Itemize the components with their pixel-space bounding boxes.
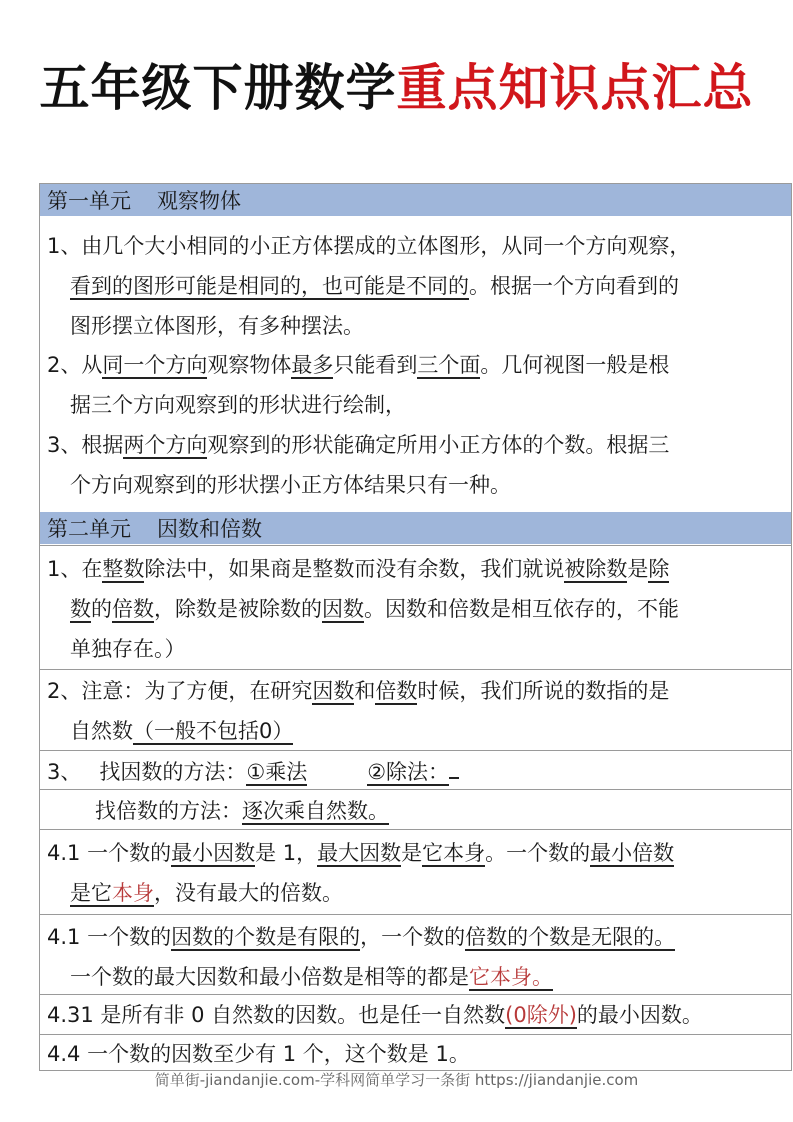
unit2-point2-line1: 2、注意：为了方便，在研究因数和倍数时候，我们所说的数指的是	[47, 679, 670, 703]
unit2-name: 因数和倍数	[157, 517, 262, 541]
title-part-red: 重点知识点汇总	[396, 59, 754, 117]
unit2-label: 第二单元	[47, 517, 131, 541]
unit2-point1-line3: 单独存在。）	[70, 637, 186, 661]
unit1-point1-line2: 看到的图形可能是相同的，也可能是不同的。根据一个方向看到的	[70, 274, 679, 298]
unit2-point1-line2: 数的倍数，除数是被除数的因数。因数和倍数是相互依存的，不能	[70, 597, 679, 621]
unit1-point3-line2: 个方向观察到的形状摆小正方体结果只有一种。	[70, 473, 511, 497]
row-divider	[40, 829, 791, 830]
unit2-point2-line2: 自然数（一般不包括0）	[70, 719, 294, 743]
row-divider	[40, 914, 791, 915]
unit1-point2-line2: 据三个方向观察到的形状进行绘制，	[70, 393, 406, 417]
row-divider	[40, 669, 791, 670]
row-divider	[40, 545, 791, 546]
unit1-header	[40, 184, 791, 216]
title-part-black: 五年级下册数学	[39, 59, 397, 117]
unit2-point3-line1: 3、 找因数的方法：①乘法 ②除法：	[47, 752, 787, 792]
unit2-point3-line2: 找倍数的方法：逐次乘自然数。	[95, 799, 389, 823]
row-divider	[40, 789, 791, 790]
unit1-point1-line1: 1、由几个大小相同的小正方体摆成的立体图形，从同一个方向观察，	[47, 234, 691, 258]
unit2-point41-line1: 4.1 一个数的最小因数是 1，最大因数是它本身。一个数的最小倍数	[47, 841, 675, 865]
unit2-point1-line1: 1、在整数除法中，如果商是整数而没有余数，我们就说被除数是除	[47, 557, 670, 581]
unit1-name: 观察物体	[157, 189, 241, 213]
unit2-point42-line1: 4.1 一个数的因数的个数是有限的，一个数的倍数的个数是无限的。	[47, 925, 676, 949]
unit1-label: 第一单元	[47, 189, 131, 213]
notes-table	[39, 183, 792, 1071]
footer-watermark: 简单街-jiandanjie.com-学科网简单学习一条街 https://jiandanjie.com	[154, 1071, 639, 1089]
unit2-point41-line2: 是它本身，没有最大的倍数。	[70, 881, 343, 905]
unit1-point3-line1: 3、根据两个方向观察到的形状能确定所用小正方体的个数。根据三	[47, 433, 670, 457]
unit2-point44: 4.4 一个数的因数至少有 1 个，这个数是 1。	[47, 1042, 470, 1066]
page-title	[0, 48, 793, 128]
unit1-point1-line3: 图形摆立体图形，有多种摆法。	[70, 314, 364, 338]
unit2-point43: 4.31 是所有非 0 自然数的因数。也是任一自然数(0除外)的最小因数。	[47, 1003, 703, 1027]
row-divider	[40, 750, 791, 751]
unit1-point2-line1: 2、从同一个方向观察物体最多只能看到三个面。几何视图一般是根	[47, 353, 670, 377]
unit2-point42-line2: 一个数的最大因数和最小倍数是相等的都是它本身。	[70, 965, 553, 989]
unit2-header	[40, 512, 791, 544]
